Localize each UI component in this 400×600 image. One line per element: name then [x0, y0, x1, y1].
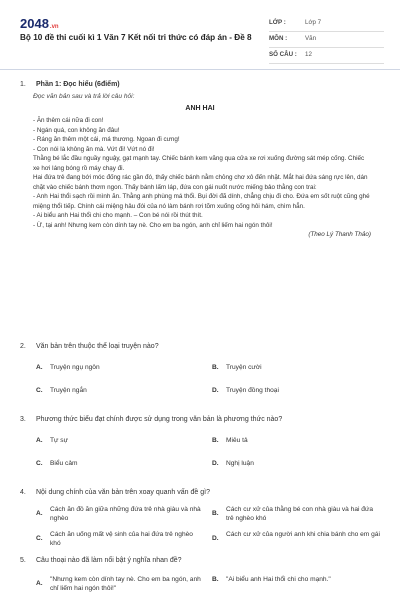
meta-row-grade: [269, 16, 384, 32]
passage-title: ANH HAI: [185, 105, 215, 112]
answer-option[interactable]: B. Cách cư xử của thằng bé con nhà giàu và hai đứa trẻ nghèo khó: [212, 506, 374, 522]
answer-option[interactable]: A. Truyện ngụ ngôn: [36, 364, 100, 371]
answer-option[interactable]: B. "Ai biểu anh Hai thổi chi cho mạnh.": [212, 576, 331, 583]
question-title: Phần 1: Đọc hiểu (6điểm): [36, 81, 120, 88]
question-number: 1.: [20, 81, 26, 88]
passage-line: Hai đứa trẻ đang bới móc đống rác gần đó, thấy chiếc bánh nằm chỏng chơ xô đến nhặt. Mắt hai đứa sáng rực lên, dán chặt vào chiếc bánh thơm ngon. Thấy bánh lấm láp, đứa con gái nuốt nước miếng bảo thằng con trai:: [33, 174, 368, 191]
answer-option[interactable]: B. Miêu tả: [212, 437, 248, 444]
question-text: Văn bản trên thuộc thể loại truyện nào?: [36, 343, 159, 350]
question-text: Phương thức biểu đạt chính được sử dụng trong văn bản là phương thức nào?: [36, 416, 283, 423]
reading-passage: [33, 116, 371, 240]
question-number: 4.: [20, 489, 26, 496]
question-text: Nội dung chính của văn bản trên xoay quanh vấn đề gì?: [36, 489, 210, 496]
answer-option[interactable]: C. Truyện ngắn: [36, 387, 87, 394]
header-divider: [0, 69, 400, 70]
meta-value: Lớp 7: [305, 19, 322, 26]
meta-key: MÔN :: [269, 35, 288, 42]
answer-option[interactable]: D. Cách cư xử của người anh khi chia bánh cho em gái: [212, 531, 380, 542]
meta-row-question-count: [269, 48, 384, 64]
answer-option[interactable]: C. Cách ăn uống mất vệ sinh của hai đứa trẻ nghèo khó: [36, 531, 193, 547]
passage-line: - Ai biểu anh Hai thổi chi cho mạnh. – Con bé nói rồi thút thít.: [33, 212, 203, 219]
meta-key: SỐ CÂU :: [269, 51, 297, 58]
meta-value: 12: [305, 51, 312, 58]
passage-line: - Anh Hai thổi sạch rồi mình ăn. Thằng anh phùng má thổi. Bụi đời đã dính, chẳng chịu đi cho. Đứa em sốt ruột cũng ghé miệng thổi tiếp. Chính cái miệng hâu đói của nó làm bánh rơi tõm xuống cống hôi hám, chìm hẳn.: [33, 193, 370, 210]
answer-option[interactable]: A. Cách ăn đồ ăn giữa những đứa trẻ nhà giàu và nhà nghèo: [36, 506, 201, 522]
passage-line: Thằng bé lắc đầu nguầy nguậy, gạt mạnh tay. Chiếc bánh kem văng qua cửa xe rơi xuống đường sát mép cống. Chiếc xe hơi láng bóng rồ máy chạy đi.: [33, 155, 365, 172]
meta-key: LỚP :: [269, 19, 286, 26]
passage-line: - Ừ, tại anh! Nhưng kem còn dính tay nè. Cho em ba ngón, anh chỉ liếm hai ngón thôi!: [33, 221, 273, 229]
question-number: 3.: [20, 416, 26, 423]
answer-option[interactable]: C. Biểu cảm: [36, 460, 78, 467]
document-title: Bộ 10 đề thi cuối kì 1 Văn 7 Kết nối tri thức có đáp án - Đề 8: [20, 33, 252, 42]
passage-line: - Ngán quá, con không ăn đâu!: [33, 126, 120, 134]
passage-line: - Con nói là không ăn mà. Vứt đi! Vứt nó đi!: [33, 145, 155, 153]
meta-row-subject: [269, 32, 384, 48]
answer-option[interactable]: D. Nghị luận: [212, 460, 254, 467]
passage-author: (Theo Lý Thanh Thảo): [308, 231, 371, 238]
answer-option[interactable]: D. Truyện đồng thoại: [212, 387, 279, 394]
answer-option[interactable]: B. Truyện cười: [212, 364, 262, 371]
answer-option[interactable]: A. Tự sự: [36, 437, 68, 444]
passage-instruction: Đọc văn bản sau và trả lời câu hỏi:: [33, 93, 135, 100]
passage-line: - Ăn thêm cái nữa đi con!: [33, 117, 104, 124]
question-number: 2.: [20, 343, 26, 350]
document-meta: [269, 16, 384, 64]
header: [20, 16, 382, 64]
site-logo[interactable]: 2048.vn: [20, 16, 59, 31]
question-number: 5.: [20, 557, 26, 564]
meta-value: Văn: [305, 35, 317, 42]
question-text: Câu thoại nào đã làm nổi bật ý nghĩa nhan đề?: [36, 557, 182, 564]
passage-line: - Ráng ăn thêm một cái, má thương. Ngoan đi cưng!: [33, 136, 180, 143]
answer-option[interactable]: A. "Nhưng kem còn dính tay nè. Cho em ba ngón, anh chỉ liếm hai ngón thôi!": [36, 576, 201, 592]
